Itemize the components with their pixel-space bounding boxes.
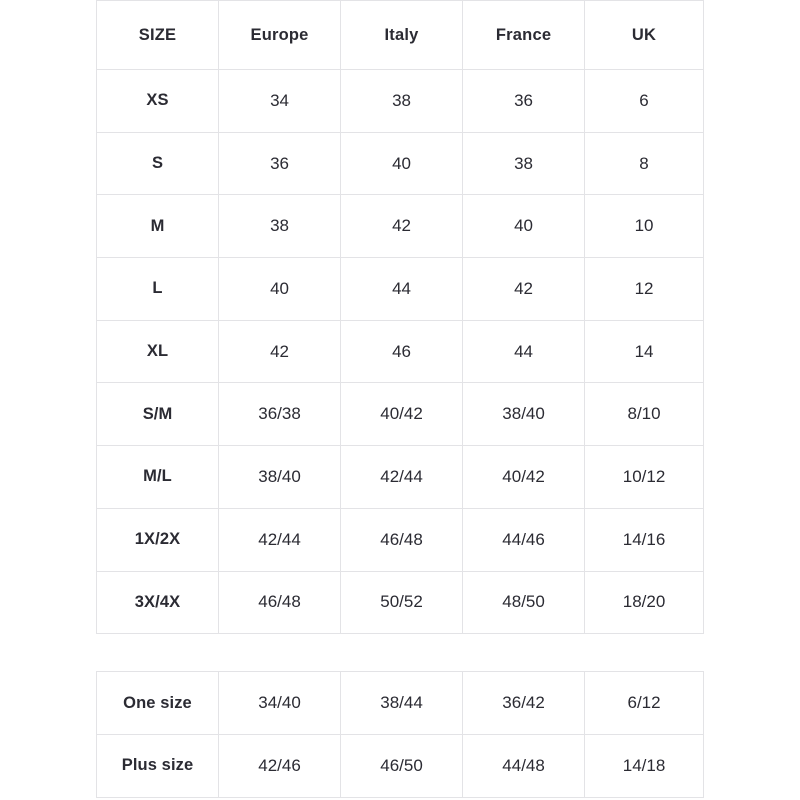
cell-italy: 44 [341,258,463,321]
cell-italy: 40 [341,132,463,195]
table-row [97,195,704,258]
cell-uk: 12 [585,258,704,321]
row-label: S [97,132,219,195]
cell-europe: 36 [219,132,341,195]
cell-italy: 42 [341,195,463,258]
cell-italy: 38/44 [341,672,463,735]
cell-europe: 36/38 [219,383,341,446]
cell-italy: 40/42 [341,383,463,446]
row-label: S/M [97,383,219,446]
cell-france: 36 [463,70,585,133]
table-row [97,571,704,634]
cell-uk: 14/18 [585,734,704,797]
cell-uk: 14/16 [585,508,704,571]
cell-europe: 34 [219,70,341,133]
cell-france: 44/46 [463,508,585,571]
cell-italy: 46/50 [341,734,463,797]
cell-france: 48/50 [463,571,585,634]
cell-uk: 14 [585,320,704,383]
column-header-size: SIZE [97,1,219,70]
cell-france: 40/42 [463,446,585,509]
cell-uk: 10 [585,195,704,258]
column-header-france: France [463,1,585,70]
table-spacer [96,634,704,671]
cell-france: 38/40 [463,383,585,446]
cell-italy: 50/52 [341,571,463,634]
cell-uk: 6/12 [585,672,704,735]
cell-europe: 40 [219,258,341,321]
row-label: 1X/2X [97,508,219,571]
table-row [97,70,704,133]
row-label: L [97,258,219,321]
column-header-italy: Italy [341,1,463,70]
cell-europe: 42/44 [219,508,341,571]
cell-italy: 38 [341,70,463,133]
cell-europe: 38/40 [219,446,341,509]
table-row [97,132,704,195]
row-label: M/L [97,446,219,509]
table-row [97,734,704,797]
cell-france: 40 [463,195,585,258]
cell-europe: 42 [219,320,341,383]
cell-france: 44 [463,320,585,383]
row-label: Plus size [97,734,219,797]
cell-france: 42 [463,258,585,321]
table-row [97,446,704,509]
cell-uk: 6 [585,70,704,133]
cell-uk: 18/20 [585,571,704,634]
row-label: M [97,195,219,258]
cell-france: 38 [463,132,585,195]
table-row [97,320,704,383]
row-label: One size [97,672,219,735]
cell-europe: 46/48 [219,571,341,634]
cell-uk: 8 [585,132,704,195]
cell-france: 44/48 [463,734,585,797]
cell-europe: 38 [219,195,341,258]
one-size-table [96,671,704,797]
size-conversion-table [96,0,704,634]
table-row [97,508,704,571]
cell-europe: 42/46 [219,734,341,797]
row-label: XL [97,320,219,383]
column-header-europe: Europe [219,1,341,70]
column-header-uk: UK [585,1,704,70]
table-header-row [97,1,704,70]
cell-italy: 46 [341,320,463,383]
table-row [97,258,704,321]
row-label: XS [97,70,219,133]
cell-uk: 8/10 [585,383,704,446]
cell-italy: 46/48 [341,508,463,571]
table-row [97,383,704,446]
cell-italy: 42/44 [341,446,463,509]
cell-europe: 34/40 [219,672,341,735]
cell-france: 36/42 [463,672,585,735]
table-row [97,672,704,735]
row-label: 3X/4X [97,571,219,634]
cell-uk: 10/12 [585,446,704,509]
